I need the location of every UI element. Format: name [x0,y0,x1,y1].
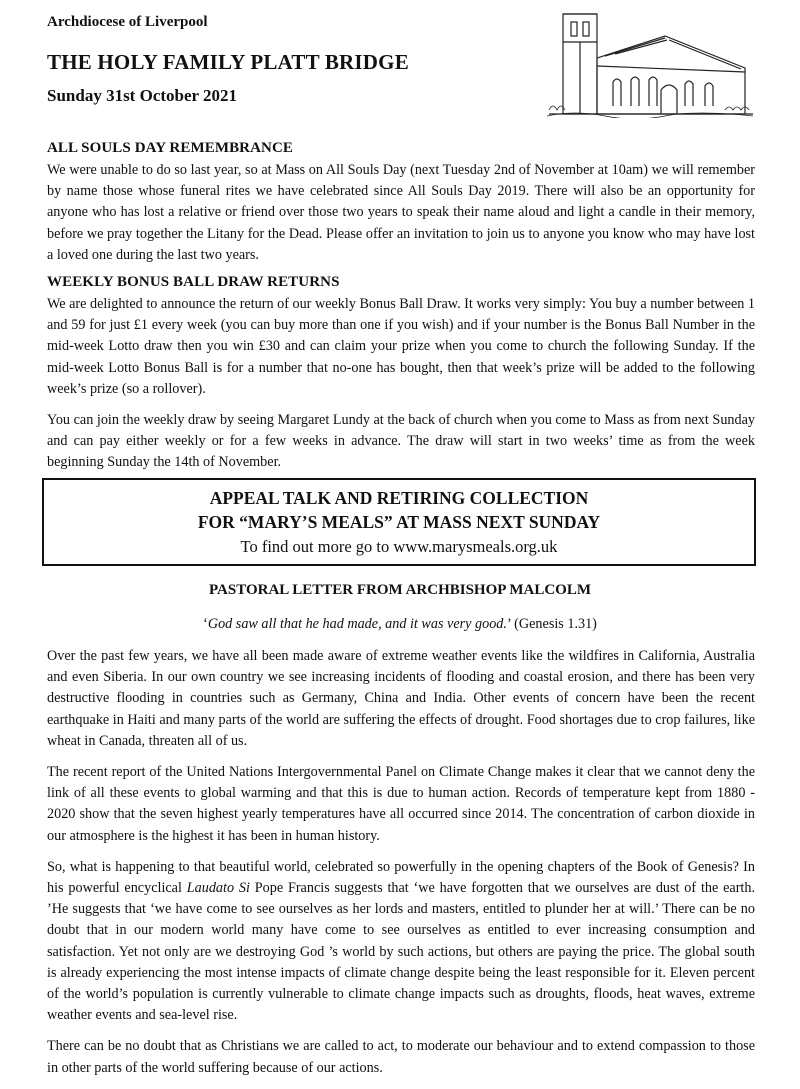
diocese-label: Archdiocese of Liverpool [47,14,208,30]
pastoral-paragraph-1: Over the past few years, we have all been made aware of extreme weather events like the wildfires in California, Australia and even Siberia. In our own country we see increasing incidents of flooding and coastal erosion, and there has been very destructive flooding in countries such as Germany, China and India. Other events of concern have been the recent earthquake in Haiti and many parts of the world are suffering the effects of drought. Food shortages due to crop failures, like wheat in Canada, threaten all of us. [47,648,755,749]
pastoral-paragraph-4: There can be no doubt that as Christians we are called to act, to moderate our behaviour and to extend compassion to those in other parts of the world suffering because of our actions. [47,1038,755,1076]
bonus-ball-heading: WEEKLY BONUS BALL DRAW RETURNS [47,274,340,290]
bonus-ball-paragraph-1: We are delighted to announce the return of our weekly Bonus Ball Draw. It works very simply: You buy a number between 1 and 59 for just £1 every week (you can buy more than one if you wish) and if your number is the Bonus Ball Number in the mid-week Lotto draw then you win £30 and can claim your prize when you come to church the following Sunday. If the mid-week Lotto Bonus Ball is for a number that no-one has bought, then that week’s prize will be added to the following week’s prize (so a rollover). [47,296,755,397]
all-souls-heading: ALL SOULS DAY REMEMBRANCE [47,140,294,156]
pastoral-letter-body [47,646,755,1089]
bonus-ball-paragraph-2: You can join the weekly draw by seeing Margaret Lundy at the back of church when you come to Mass as from next Sunday and can pay either weekly or for a few weeks in advance. The draw will start in two weeks’ time as from the week beginning Sunday the 14th of November. [47,412,755,471]
pastoral-p3-start: So, what is happening to that beautiful world, celebrated so powerfully in the opening chapters of the Book of Genesis? In his powerful encyclical [47,858,755,897]
quote-text: God saw all that he had made, and it was very good. [207,616,507,632]
encyclical-title: Laudato Si [186,880,250,897]
quote-reference: ’ (Genesis 1.31) [506,616,597,632]
appeal-website-line: To find out more go to www.marysmeals.org.uk [240,537,558,556]
pastoral-paragraph-2: The recent report of the United Nations Intergovernmental Panel on Climate Change makes it clear that we cannot deny the link of all these events to global warming and that this is due to human action. Records of temperature kept from 1880 - 2020 show that the seven highest yearly temperatures have all occurred since 2014. The concentration of carbon dioxide in our atmosphere is the highest it has been in human history. [47,764,755,844]
appeal-box [42,478,756,566]
bonus-ball-section [47,274,755,484]
church-sketch-illustration [545,6,755,118]
pastoral-letter-heading: PASTORAL LETTER FROM ARCHBISHOP MALCOLM [209,582,591,598]
pastoral-p3-end: Pope Francis suggests that ‘we have forgotten that we ourselves are dust of the earth. ’He suggests that ‘we have come to see ourselves as her lords and masters, entitled to plunder her at will.’ There can be no doubt that in our modern world many have come to see ourselves as entitled to ever increasing consumption and satisfaction. Yet not only are we destroying God ’s world by such actions, but others are paying the price. The global south is already experiencing the most intense impacts of climate change despite being the least responsible for it. Eleven percent of the world’s population is currently vulnerable to climate change impacts such as droughts, floods, heat waves, extreme weather events and sea-level rise. [47,880,756,1024]
appeal-line-1: APPEAL TALK AND RETIRING COLLECTION [209,488,589,508]
all-souls-section [47,140,755,276]
all-souls-paragraph: We were unable to do so last year, so at Mass on All Souls Day (next Tuesday 2nd of November at 10am) we will remember by name those whose funeral rites we have celebrated since All Souls Day 2019. There will also be an opportunity for anyone who has lost a relative or friend over those two years to speak their name aloud and light a candle in their memory, before we pray together the Litany for the Dead. Please offer an invitation to join us to anyone you know who may have lost a loved one during the last two years. [47,162,755,263]
quote-open-mark: ‘ [203,616,208,632]
pastoral-paragraph-3 [47,857,755,1027]
newsletter-date: Sunday 31st October 2021 [47,86,238,105]
parish-title: THE HOLY FAMILY PLATT BRIDGE [47,50,409,74]
appeal-line-2: FOR “MARY’S MEALS” AT MASS NEXT SUNDAY [197,512,601,532]
genesis-quote [0,616,800,633]
